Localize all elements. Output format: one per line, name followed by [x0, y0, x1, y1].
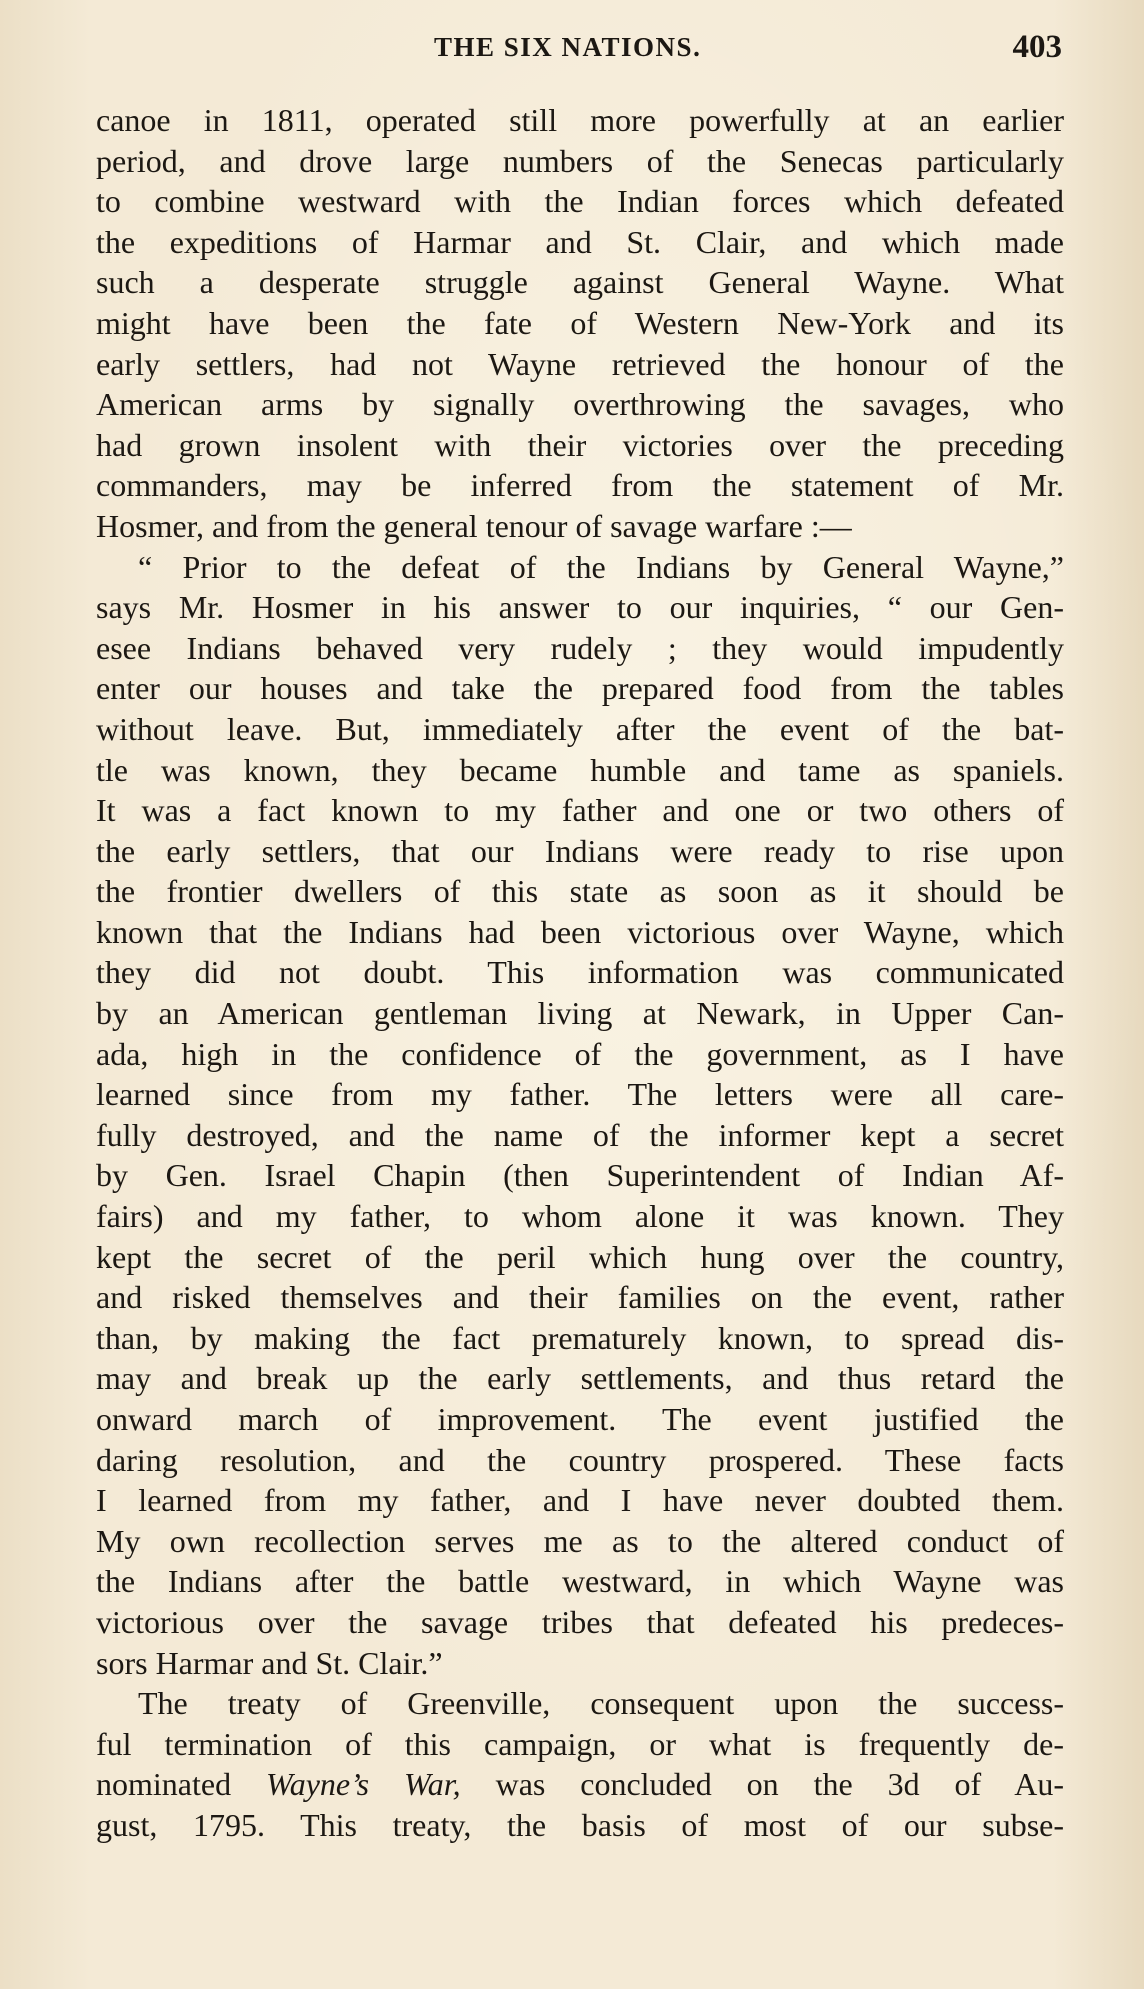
text-line: than, by making the fact prematurely known, to spread dis- [96, 1319, 1064, 1356]
text-line: enter our houses and take the prepared food from the tables [96, 670, 1064, 707]
text-line: canoe in 1811, operated still more powerfully at an earlier [96, 102, 1064, 138]
text-line: ful termination of this campaign, or what is frequently de- [96, 1725, 1064, 1762]
text-line: to combine westward with the Indian forces which defeated [96, 183, 1064, 220]
text-line: American arms by signally overthrowing the savages, who [96, 386, 1064, 423]
text-line: may and break up the early settlements, and thus retard the [96, 1360, 1064, 1397]
text-line: victorious over the savage tribes that defeated his predeces- [96, 1603, 1064, 1640]
text-line: such a desperate struggle against General Wayne. What [96, 264, 1064, 301]
text-line: “ Prior to the defeat of the Indians by General Wayne,” [138, 548, 1064, 585]
text-line: My own recollection serves me as to the altered conduct of [96, 1522, 1064, 1559]
text-line: kept the secret of the peril which hung over the country, [96, 1238, 1064, 1275]
text-line: sors Harmar and St. Clair.” [96, 1644, 443, 1681]
text-line: had grown insolent with their victories over the preceding [96, 426, 1064, 463]
text-line: period, and drove large numbers of the Senecas particularly [96, 142, 1064, 179]
text-line: onward march of improvement. The event justified the [96, 1401, 1064, 1437]
text-line: daring resolution, and the country prospered. These facts [96, 1441, 1064, 1478]
text-line: the expeditions of Harmar and St. Clair, and which made [96, 223, 1064, 260]
text-line: fully destroyed, and the name of the informer kept a secret [96, 1116, 1064, 1153]
italic-title: Wayne’s War, [266, 1766, 461, 1803]
text-line: the early settlers, that our Indians were ready to rise upon [96, 832, 1064, 869]
text-line: It was a fact known to my father and one or two others of [96, 792, 1064, 829]
text-line: learned since from my father. The letters were all care- [96, 1076, 1064, 1113]
text-line: without leave. But, immediately after the event of the bat- [96, 710, 1064, 747]
text-line: esee Indians behaved very rudely ; they would impudently [96, 629, 1064, 666]
text-line: I learned from my father, and I have never doubted them. [96, 1482, 1064, 1519]
text-line: by an American gentleman living at Newark, in Upper Can- [96, 995, 1064, 1032]
running-head [96, 29, 1066, 72]
text-line: by Gen. Israel Chapin (then Superintendent of Indian Af- [96, 1157, 1064, 1194]
text-line: might have been the fate of Western New-York and its [96, 304, 1064, 341]
text-line: ada, high in the confidence of the government, as I have [96, 1035, 1064, 1072]
text-line: and risked themselves and their families on the event, rather [96, 1279, 1064, 1316]
text-line: known that the Indians had been victorious over Wayne, which [96, 913, 1064, 950]
text-line: commanders, may be inferred from the statement of Mr. [96, 467, 1064, 504]
page-number: 403 [1012, 29, 1062, 65]
text-line: Hosmer, and from the general tenour of savage warfare :— [96, 507, 852, 544]
text-line: fairs) and my father, to whom alone it was known. They [96, 1198, 1064, 1235]
text-segment: was concluded on the 3d of Au- [495, 1766, 1065, 1803]
text-line: gust, 1795. This treaty, the basis of most of our subse- [96, 1806, 1064, 1843]
body-text [96, 100, 1064, 1846]
text-line: early settlers, had not Wayne retrieved the honour of the [96, 345, 1064, 382]
text-line: the frontier dwellers of this state as soon as it should be [96, 873, 1064, 910]
text-line: they did not doubt. This information was communicated [96, 954, 1064, 991]
text-line: the Indians after the battle westward, in which Wayne was [96, 1563, 1064, 1600]
text-line: tle was known, they became humble and tame as spaniels. [96, 751, 1064, 788]
text-line-mixed [96, 1764, 1064, 1805]
running-title: THE SIX NATIONS. [434, 32, 702, 62]
text-line: says Mr. Hosmer in his answer to our inquiries, “ our Gen- [96, 589, 1064, 626]
text-segment: nominated [96, 1766, 232, 1803]
text-line: The treaty of Greenville, consequent upon the success- [138, 1685, 1064, 1722]
